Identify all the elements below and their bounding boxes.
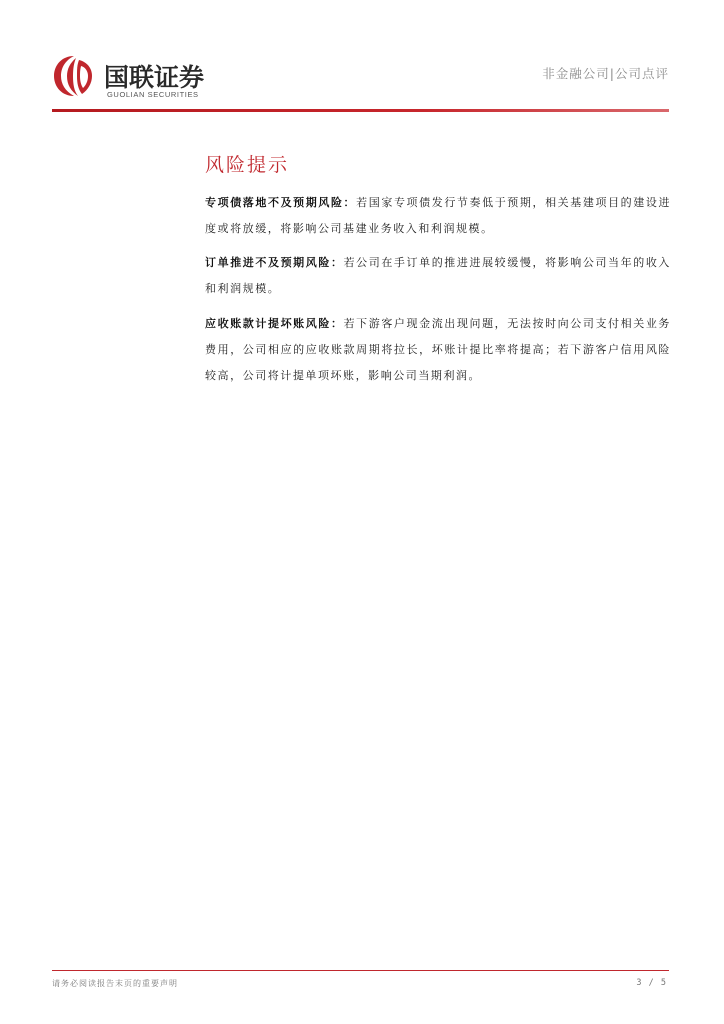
footer-divider: [52, 970, 669, 971]
company-logo-english: GUOLIAN SECURITIES: [107, 90, 199, 99]
guolian-logo-icon: [52, 54, 96, 98]
risk-heading: 专项债落地不及预期风险：: [205, 196, 357, 209]
risk-paragraph: [205, 190, 671, 242]
risk-body: 若公司在手订单的推进进展较缓慢，将影响公司当年的收入和利润规模。: [205, 256, 671, 295]
risk-body: 若国家专项债发行节奏低于预期，相关基建项目的建设进度或将放缓，将影响公司基建业务收入和利润规模。: [205, 196, 671, 235]
risk-paragraph: [205, 311, 671, 389]
section-title: 风险提示: [205, 154, 290, 176]
risk-paragraph: [205, 250, 671, 302]
report-category: 非金融公司|公司点评: [542, 66, 669, 81]
footer-disclaimer: 请务必阅读报告末页的重要声明: [52, 979, 178, 988]
page-number: 3 / 5: [636, 978, 667, 988]
company-logo-text: 国联证券: [104, 63, 205, 92]
risk-heading: 订单推进不及预期风险：: [205, 256, 344, 269]
risk-body: 若下游客户现金流出现问题，无法按时向公司支付相关业务费用，公司相应的应收账款周期将拉长，坏账计提比率将提高；若下游客户信用风险较高，公司将计提单项坏账，影响公司当期利润。: [205, 317, 671, 382]
risk-heading: 应收账款计提坏账风险：: [205, 317, 344, 330]
page-header: [0, 0, 724, 115]
header-divider: [52, 109, 669, 112]
